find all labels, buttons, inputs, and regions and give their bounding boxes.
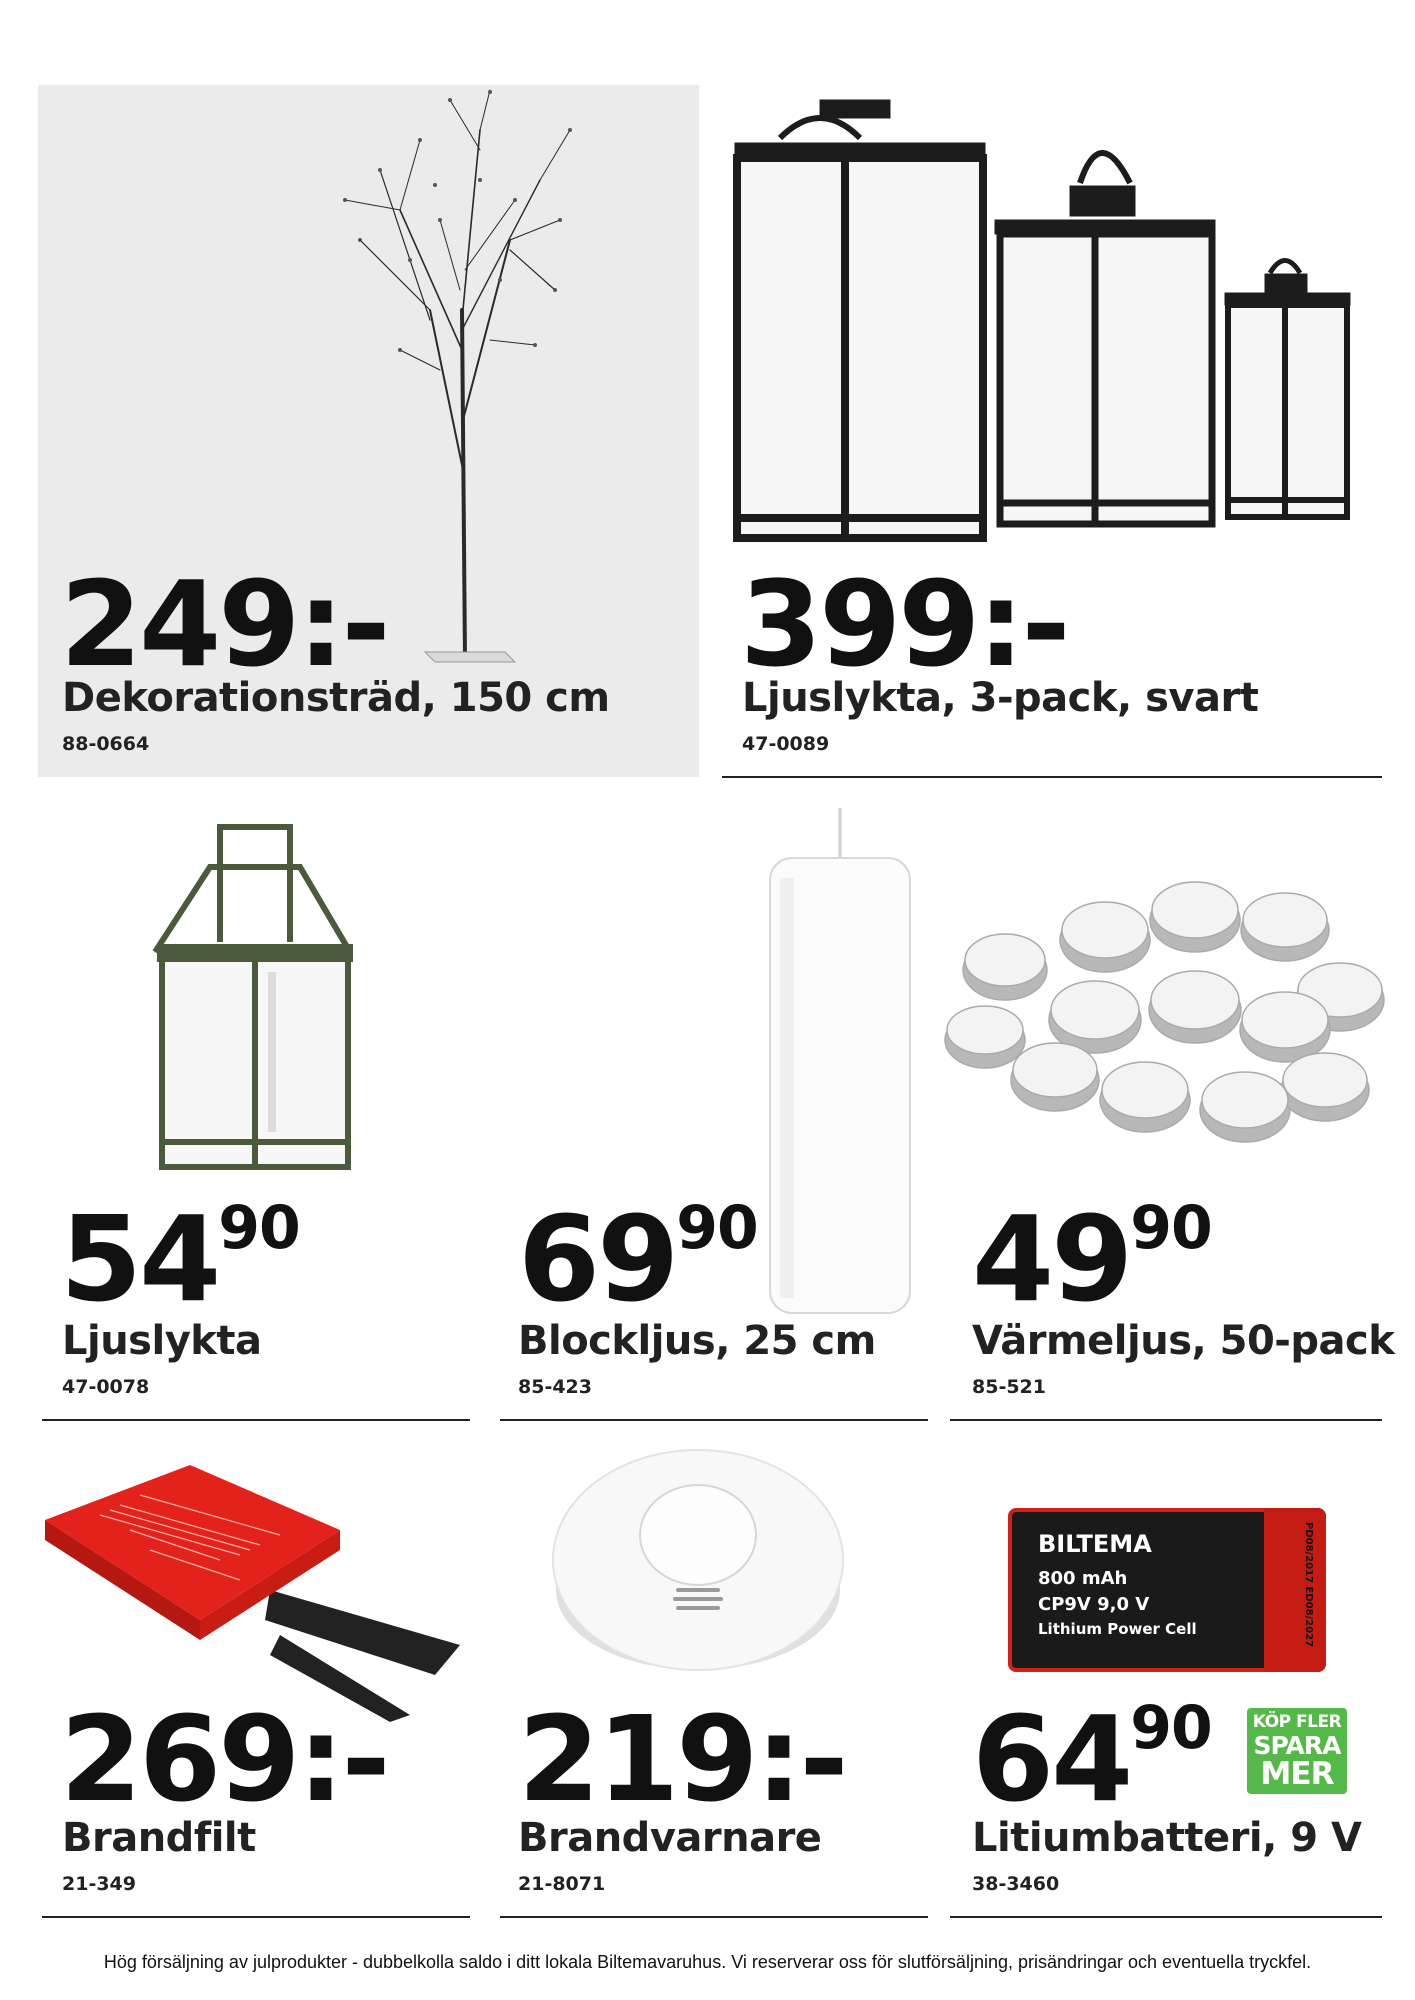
price-battery: 6490 [972, 1690, 1212, 1828]
price-lanterns-3pack: 399:- [740, 555, 1068, 693]
buy-more-save-more-badge: KÖP FLER SPARA MER [1247, 1708, 1347, 1794]
price-fire-blanket: 269:- [60, 1690, 388, 1828]
battery-capacity: 800 mAh [1038, 1568, 1128, 1589]
divider [42, 1419, 470, 1421]
product-name-lanterns-3pack: Ljuslykta, 3-pack, svart [742, 675, 1259, 721]
product-name-smoke-detector: Brandvarnare [518, 1815, 822, 1861]
article-number-tree: 88-0664 [62, 733, 150, 755]
fire-blanket-image [40, 1460, 480, 1720]
disclaimer-footer: Hög försäljning av julprodukter - dubbelkolla saldo i ditt lokala Biltemavaruhus. Vi reserverar oss för slutförsäljning, prisändringar och eventuella tryckfel. [103, 1952, 1312, 1972]
price-tealights: 4990 [972, 1190, 1212, 1328]
battery-model: CP9V 9,0 V [1038, 1594, 1150, 1615]
price-smoke-detector: 219:- [518, 1690, 846, 1828]
pillar-candle-image [765, 808, 915, 1318]
product-name-tree: Dekorationsträd, 150 cm [62, 675, 610, 721]
battery-brand: BILTEMA [1038, 1530, 1152, 1558]
price-pillar-candle: 6990 [518, 1190, 758, 1328]
product-name-battery: Litiumbatteri, 9 V [972, 1815, 1362, 1861]
tealights-image [945, 860, 1390, 1180]
article-number-green-lantern: 47-0078 [62, 1376, 150, 1398]
product-name-green-lantern: Ljuslykta [62, 1318, 262, 1364]
battery-image [1008, 1508, 1326, 1672]
divider [722, 776, 1382, 778]
black-lanterns-image [725, 98, 1385, 548]
battery-type: Lithium Power Cell [1038, 1620, 1197, 1638]
product-name-fire-blanket: Brandfilt [62, 1815, 256, 1861]
article-number-pillar-candle: 85-423 [518, 1376, 592, 1398]
divider [950, 1916, 1382, 1918]
green-lantern-image [150, 822, 355, 1172]
product-name-pillar-candle: Blockljus, 25 cm [518, 1318, 876, 1364]
price-tree: 249:- [60, 555, 388, 693]
divider [42, 1916, 470, 1918]
article-number-smoke-detector: 21-8071 [518, 1873, 606, 1895]
article-number-tealights: 85-521 [972, 1376, 1046, 1398]
divider [950, 1419, 1382, 1421]
divider [500, 1419, 928, 1421]
price-green-lantern: 5490 [60, 1190, 300, 1328]
product-name-tealights: Värmeljus, 50-pack [972, 1318, 1395, 1364]
battery-side-code: PD08/2017 ED08/2027 [1303, 1522, 1314, 1648]
article-number-fire-blanket: 21-349 [62, 1873, 136, 1895]
article-number-lanterns-3pack: 47-0089 [742, 733, 830, 755]
smoke-detector-image [548, 1440, 848, 1680]
article-number-battery: 38-3460 [972, 1873, 1060, 1895]
divider [500, 1916, 928, 1918]
